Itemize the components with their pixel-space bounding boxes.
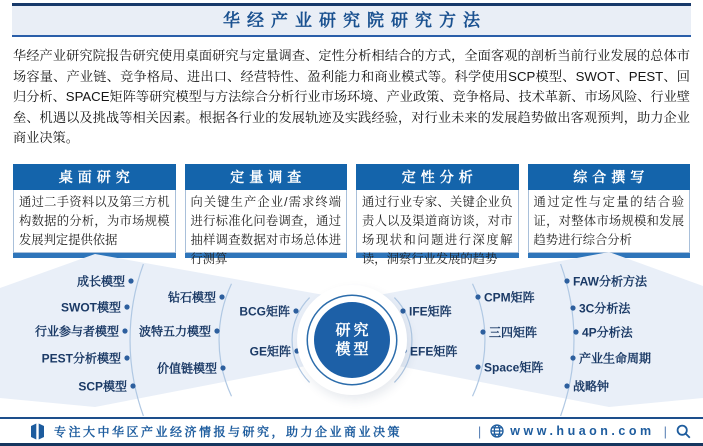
footer-divider: | xyxy=(663,423,667,439)
model-label: BCG矩阵 xyxy=(239,304,290,319)
method-card-desk-research xyxy=(13,164,176,258)
model-label: 价值链模型 xyxy=(156,361,217,376)
method-card-qualitative-analysis xyxy=(356,164,519,266)
model-label: Space矩阵 xyxy=(484,360,544,375)
model-label: 波特五力模型 xyxy=(138,324,211,339)
huaon-logo-icon xyxy=(30,423,45,440)
card-description: 通过定性与定量的结合验证，对整体市场规模和发展趋势进行综合分析 xyxy=(528,190,691,253)
page-title: 华经产业研究院研究方法 xyxy=(223,11,487,30)
header-band xyxy=(12,3,691,37)
model-label: 钻石模型 xyxy=(167,290,216,305)
footer-bar xyxy=(0,417,703,446)
method-card-comprehensive-writing xyxy=(528,164,691,258)
card-description: 通过行业专家、关键企业负责人以及渠道商访谈，对市场现状和问题进行深度解读，洞察行业发展的趋势 xyxy=(356,190,519,253)
search-icon[interactable] xyxy=(676,424,691,439)
globe-icon xyxy=(490,424,504,438)
model-label: SCP模型 xyxy=(78,379,127,394)
card-title: 定量调查 xyxy=(185,164,348,190)
card-title: 综合撰写 xyxy=(528,164,691,190)
model-label: 成长模型 xyxy=(76,274,125,289)
model-label: GE矩阵 xyxy=(249,344,291,359)
center-circle-line2: 模型 xyxy=(335,341,372,358)
model-label: 战略钟 xyxy=(573,379,610,394)
footer-tagline: 专注大中华区产业经济情报与研究，助力企业商业决策 xyxy=(54,424,403,439)
model-label: EFE矩阵 xyxy=(410,344,458,359)
model-label: CPM矩阵 xyxy=(484,290,535,305)
intro-paragraph: 华经产业研究院报告研究使用桌面研究与定量调查、定性分析相结合的方式，全面客观的剖析当前行业发展的总体市场容量、产业链、竞争格局、进出口、经营特性、盈利能力和商业模式等。科学使用SCP模型、SWOT、PEST、回归分析、SPACE矩阵等研究模型与方法综合分析行业市场环境、产业政策、竞争格局、技术革新、市场风险、行业壁垒、机遇以及挑战等相关因素。根据各行业的发展轨迹及实践经验，对行业未来的发展趋势做出客观预判，助力企业商业决策。 xyxy=(13,48,690,145)
model-label: 产业生命周期 xyxy=(579,351,652,366)
method-card-quantitative-survey xyxy=(185,164,348,266)
model-label: SWOT模型 xyxy=(61,300,121,315)
card-description: 向关键生产企业/需求终端进行标准化问卷调查，通过抽样调查数据对市场总体进行测算 xyxy=(185,190,348,253)
card-title: 桌面研究 xyxy=(13,164,176,190)
model-label: 行业参与者模型 xyxy=(34,324,119,339)
model-label: IFE矩阵 xyxy=(409,304,452,319)
model-label: 4P分析法 xyxy=(582,325,633,340)
center-circle-line1: 研究 xyxy=(335,322,372,339)
research-models-diagram xyxy=(0,246,703,416)
card-title: 定性分析 xyxy=(356,164,519,190)
model-label: FAW分析方法 xyxy=(573,274,647,289)
center-circle xyxy=(314,302,390,378)
method-cards-row xyxy=(0,164,703,266)
model-label: 三四矩阵 xyxy=(489,325,538,340)
footer-divider: | xyxy=(477,423,482,439)
model-label: 3C分析法 xyxy=(579,301,631,316)
website-link[interactable]: www.huaon.com xyxy=(510,424,655,438)
model-label: PEST分析模型 xyxy=(41,351,121,366)
card-description: 通过二手资料以及第三方机构数据的分析，为市场规模发展判定提供依据 xyxy=(13,190,176,253)
